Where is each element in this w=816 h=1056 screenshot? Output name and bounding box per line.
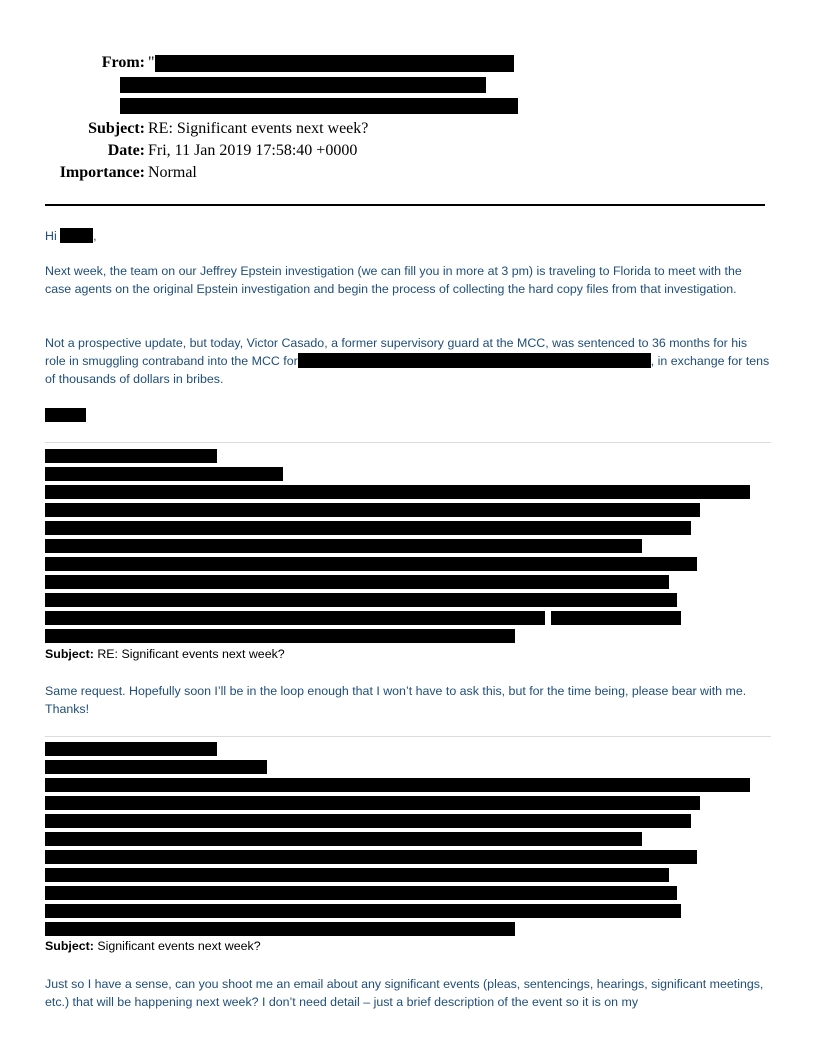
redaction-block bbox=[45, 467, 283, 481]
redaction-block bbox=[45, 503, 700, 517]
redaction-block bbox=[45, 868, 669, 882]
redaction-block bbox=[45, 593, 677, 607]
redaction-block bbox=[45, 611, 545, 625]
redaction-block bbox=[45, 832, 642, 846]
paragraph-text: Just so I have a sense, can you shoot me an email about any significant events (pleas, sentencings, hearings, significant meetings, etc.) that will be happening next week? I don’t need detail – just a brief description of the event so it is on my bbox=[45, 977, 764, 1009]
quoted-body-2 bbox=[45, 975, 771, 1011]
importance-value: Normal bbox=[148, 164, 197, 181]
paragraph-text: , in exchange for tens of thousands of dollars in bribes. bbox=[45, 354, 770, 386]
redaction-block bbox=[45, 485, 750, 499]
quoted-body-1 bbox=[45, 682, 771, 718]
quoted-subject-2 bbox=[45, 939, 261, 953]
redaction-block bbox=[45, 521, 691, 535]
paragraph-text: Next week, the team on our Jeffrey Epstein investigation (we can fill you in more at 3 pm) is traveling to Florida to meet with the case agents on the original Epstein investigation and begin the process of collecting the hard copy files from that investigation. bbox=[45, 264, 742, 296]
greeting-suffix: , bbox=[93, 229, 97, 243]
redaction-block bbox=[45, 850, 697, 864]
redaction-block bbox=[60, 228, 93, 243]
greeting-line bbox=[45, 227, 771, 245]
date-value: Fri, 11 Jan 2019 17:58:40 +0000 bbox=[148, 142, 358, 159]
redaction-block bbox=[45, 760, 267, 774]
redaction-block bbox=[45, 575, 669, 589]
paragraph-text: Not a prospective update, but today, Victor Casado, a former supervisory guard at the MCC, was sentenced to 36 months for his role in smuggling contraband into the MCC for bbox=[45, 336, 748, 368]
redaction-block bbox=[45, 742, 217, 756]
redaction-block bbox=[298, 353, 651, 368]
redaction-block bbox=[45, 922, 515, 936]
subject-label: Subject: bbox=[88, 120, 145, 137]
from-value-prefix: " bbox=[148, 54, 155, 71]
date-label: Date: bbox=[107, 142, 145, 159]
greeting-prefix: Hi bbox=[45, 229, 57, 243]
quoted-subject-value: RE: Significant events next week? bbox=[97, 647, 285, 661]
redaction-block bbox=[120, 98, 518, 114]
quoted-subject-label: Subject: bbox=[45, 939, 94, 953]
redaction-block bbox=[45, 814, 691, 828]
from-label: From: bbox=[101, 54, 145, 71]
quoted-divider bbox=[45, 736, 771, 737]
redaction-block bbox=[45, 904, 681, 918]
quoted-subject-label: Subject: bbox=[45, 647, 94, 661]
importance-label: Importance: bbox=[59, 164, 145, 181]
quoted-divider bbox=[45, 442, 771, 443]
quoted-subject-value: Significant events next week? bbox=[97, 939, 261, 953]
signature-redaction bbox=[45, 408, 86, 422]
redaction-block bbox=[155, 55, 514, 72]
redaction-block bbox=[45, 557, 697, 571]
redaction-block bbox=[551, 611, 681, 625]
message-paragraph-1 bbox=[45, 262, 771, 298]
redaction-block bbox=[45, 449, 217, 463]
redaction-block bbox=[45, 778, 750, 792]
paragraph-text: Same request. Hopefully soon I’ll be in the loop enough that I won’t have to ask this, but for the time being, please bear with me. Thanks! bbox=[45, 684, 747, 716]
redaction-block bbox=[45, 886, 677, 900]
redaction-block bbox=[45, 629, 515, 643]
quoted-subject-1 bbox=[45, 647, 285, 661]
message-paragraph-2 bbox=[45, 334, 771, 388]
redaction-block bbox=[120, 77, 486, 93]
subject-value: RE: Significant events next week? bbox=[148, 120, 369, 137]
redaction-block bbox=[45, 796, 700, 810]
header-divider bbox=[45, 204, 765, 206]
redaction-block bbox=[45, 539, 642, 553]
